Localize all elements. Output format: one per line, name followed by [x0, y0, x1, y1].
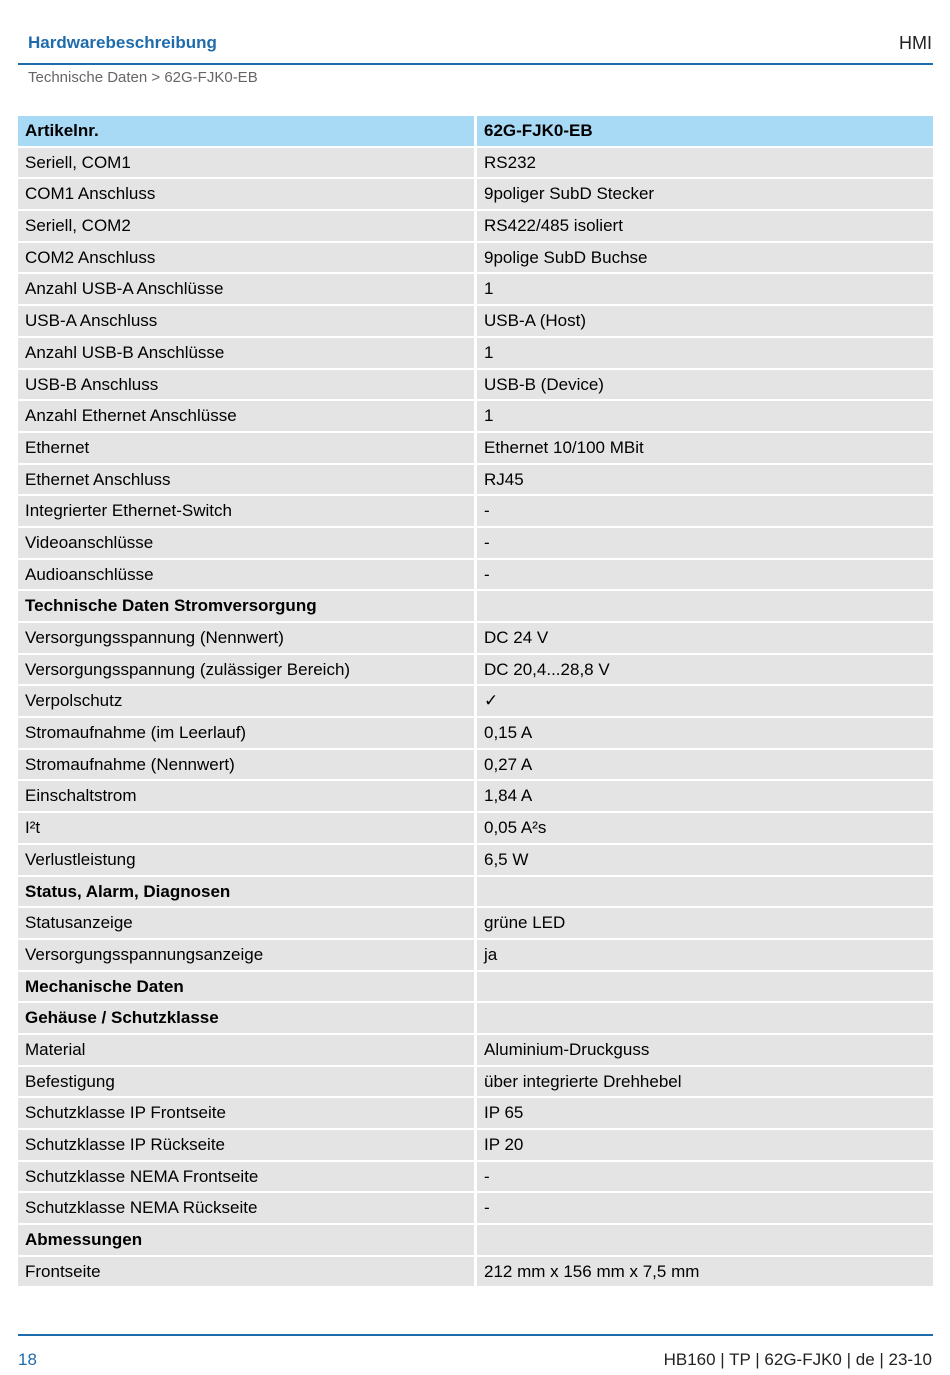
- row-label: Schutzklasse NEMA Frontseite: [18, 1162, 474, 1192]
- table-header-label: Artikelnr.: [18, 116, 474, 146]
- row-label: Verlustleistung: [18, 845, 474, 875]
- table-row: [18, 306, 933, 336]
- row-value: [477, 1003, 933, 1033]
- table-row: [18, 401, 933, 431]
- row-label: Seriell, COM2: [18, 211, 474, 241]
- row-value: USB-B (Device): [477, 370, 933, 400]
- table-section-row: [18, 1225, 933, 1255]
- row-value: DC 20,4...28,8 V: [477, 655, 933, 685]
- row-label: Mechanische Daten: [18, 972, 474, 1002]
- table-section-row: [18, 877, 933, 907]
- table-row: [18, 655, 933, 685]
- row-label: Verpolschutz: [18, 686, 474, 716]
- row-value: 0,15 A: [477, 718, 933, 748]
- table-row: [18, 1067, 933, 1097]
- row-value: 1: [477, 401, 933, 431]
- document-reference: HB160 | TP | 62G-FJK0 | de | 23-10: [663, 1350, 932, 1369]
- row-value: 0,27 A: [477, 750, 933, 780]
- table-row: [18, 718, 933, 748]
- row-value: 1: [477, 338, 933, 368]
- row-value: USB-A (Host): [477, 306, 933, 336]
- row-label: Schutzklasse IP Rückseite: [18, 1130, 474, 1160]
- row-value: 1,84 A: [477, 781, 933, 811]
- table-body: [18, 148, 933, 1287]
- header-divider: [18, 63, 933, 65]
- row-label: Material: [18, 1035, 474, 1065]
- table-row: [18, 908, 933, 938]
- page-number: 18: [18, 1350, 37, 1369]
- table-row: [18, 370, 933, 400]
- breadcrumb: Technische Daten > 62G-FJK0-EB: [28, 69, 258, 86]
- row-value: -: [477, 528, 933, 558]
- table-row: [18, 1257, 933, 1287]
- table-row: [18, 1162, 933, 1192]
- table-row: [18, 528, 933, 558]
- row-value: [477, 972, 933, 1002]
- row-label: Befestigung: [18, 1067, 474, 1097]
- row-value: RS422/485 isoliert: [477, 211, 933, 241]
- row-label: Abmessungen: [18, 1225, 474, 1255]
- row-value: -: [477, 496, 933, 526]
- table-row: [18, 274, 933, 304]
- row-label: Gehäuse / Schutzklasse: [18, 1003, 474, 1033]
- document-section-title: Hardwarebeschreibung: [28, 33, 217, 52]
- row-label: Anzahl USB-B Anschlüsse: [18, 338, 474, 368]
- table-section-row: [18, 972, 933, 1002]
- row-label: Statusanzeige: [18, 908, 474, 938]
- table-row: [18, 560, 933, 590]
- table-row: [18, 433, 933, 463]
- row-value: [477, 591, 933, 621]
- row-label: Schutzklasse NEMA Rückseite: [18, 1193, 474, 1223]
- row-label: Technische Daten Stromversorgung: [18, 591, 474, 621]
- table-row: [18, 1193, 933, 1223]
- table-row: [18, 465, 933, 495]
- row-label: Einschaltstrom: [18, 781, 474, 811]
- row-value: ja: [477, 940, 933, 970]
- table-header-value: 62G-FJK0-EB: [477, 116, 933, 146]
- row-label: Audioanschlüsse: [18, 560, 474, 590]
- row-label: Versorgungsspannung (Nennwert): [18, 623, 474, 653]
- row-value: 9polige SubD Buchse: [477, 243, 933, 273]
- row-value: 6,5 W: [477, 845, 933, 875]
- table-row: [18, 1035, 933, 1065]
- row-value: Aluminium-Druckguss: [477, 1035, 933, 1065]
- row-value: RJ45: [477, 465, 933, 495]
- row-label: Ethernet Anschluss: [18, 465, 474, 495]
- row-value: 0,05 A²s: [477, 813, 933, 843]
- table-row: [18, 338, 933, 368]
- row-value: 9poliger SubD Stecker: [477, 179, 933, 209]
- table-row: [18, 1098, 933, 1128]
- row-label: Stromaufnahme (Nennwert): [18, 750, 474, 780]
- row-label: Anzahl Ethernet Anschlüsse: [18, 401, 474, 431]
- technical-data-table: [18, 116, 933, 1288]
- table-row: [18, 686, 933, 716]
- table-row: [18, 940, 933, 970]
- table-row: [18, 750, 933, 780]
- row-value: -: [477, 1162, 933, 1192]
- row-value: ✓: [477, 686, 933, 716]
- row-value: Ethernet 10/100 MBit: [477, 433, 933, 463]
- row-value: über integrierte Drehhebel: [477, 1067, 933, 1097]
- table-row: [18, 813, 933, 843]
- table-row: [18, 211, 933, 241]
- row-label: Versorgungsspannungsanzeige: [18, 940, 474, 970]
- row-label: I²t: [18, 813, 474, 843]
- row-label: Schutzklasse IP Frontseite: [18, 1098, 474, 1128]
- row-label: Status, Alarm, Diagnosen: [18, 877, 474, 907]
- table-row: [18, 845, 933, 875]
- table-row: [18, 1130, 933, 1160]
- row-value: -: [477, 1193, 933, 1223]
- row-value: grüne LED: [477, 908, 933, 938]
- row-label: Versorgungsspannung (zulässiger Bereich): [18, 655, 474, 685]
- table-section-row: [18, 1003, 933, 1033]
- row-label: Frontseite: [18, 1257, 474, 1287]
- document-category: HMI: [899, 33, 932, 53]
- row-label: Anzahl USB-A Anschlüsse: [18, 274, 474, 304]
- row-value: [477, 877, 933, 907]
- row-value: 1: [477, 274, 933, 304]
- table-row: [18, 623, 933, 653]
- row-value: RS232: [477, 148, 933, 178]
- row-value: DC 24 V: [477, 623, 933, 653]
- row-value: [477, 1225, 933, 1255]
- row-value: 212 mm x 156 mm x 7,5 mm: [477, 1257, 933, 1287]
- row-label: Integrierter Ethernet-Switch: [18, 496, 474, 526]
- table-header-row: [18, 116, 933, 146]
- table-row: [18, 243, 933, 273]
- row-label: USB-B Anschluss: [18, 370, 474, 400]
- row-label: COM1 Anschluss: [18, 179, 474, 209]
- row-value: IP 65: [477, 1098, 933, 1128]
- row-label: Ethernet: [18, 433, 474, 463]
- row-value: -: [477, 560, 933, 590]
- row-label: Videoanschlüsse: [18, 528, 474, 558]
- row-label: Stromaufnahme (im Leerlauf): [18, 718, 474, 748]
- table-row: [18, 148, 933, 178]
- row-label: Seriell, COM1: [18, 148, 474, 178]
- row-label: COM2 Anschluss: [18, 243, 474, 273]
- table-row: [18, 781, 933, 811]
- row-value: IP 20: [477, 1130, 933, 1160]
- table-row: [18, 179, 933, 209]
- table-row: [18, 496, 933, 526]
- row-label: USB-A Anschluss: [18, 306, 474, 336]
- table-section-row: [18, 591, 933, 621]
- footer-divider: [18, 1334, 933, 1336]
